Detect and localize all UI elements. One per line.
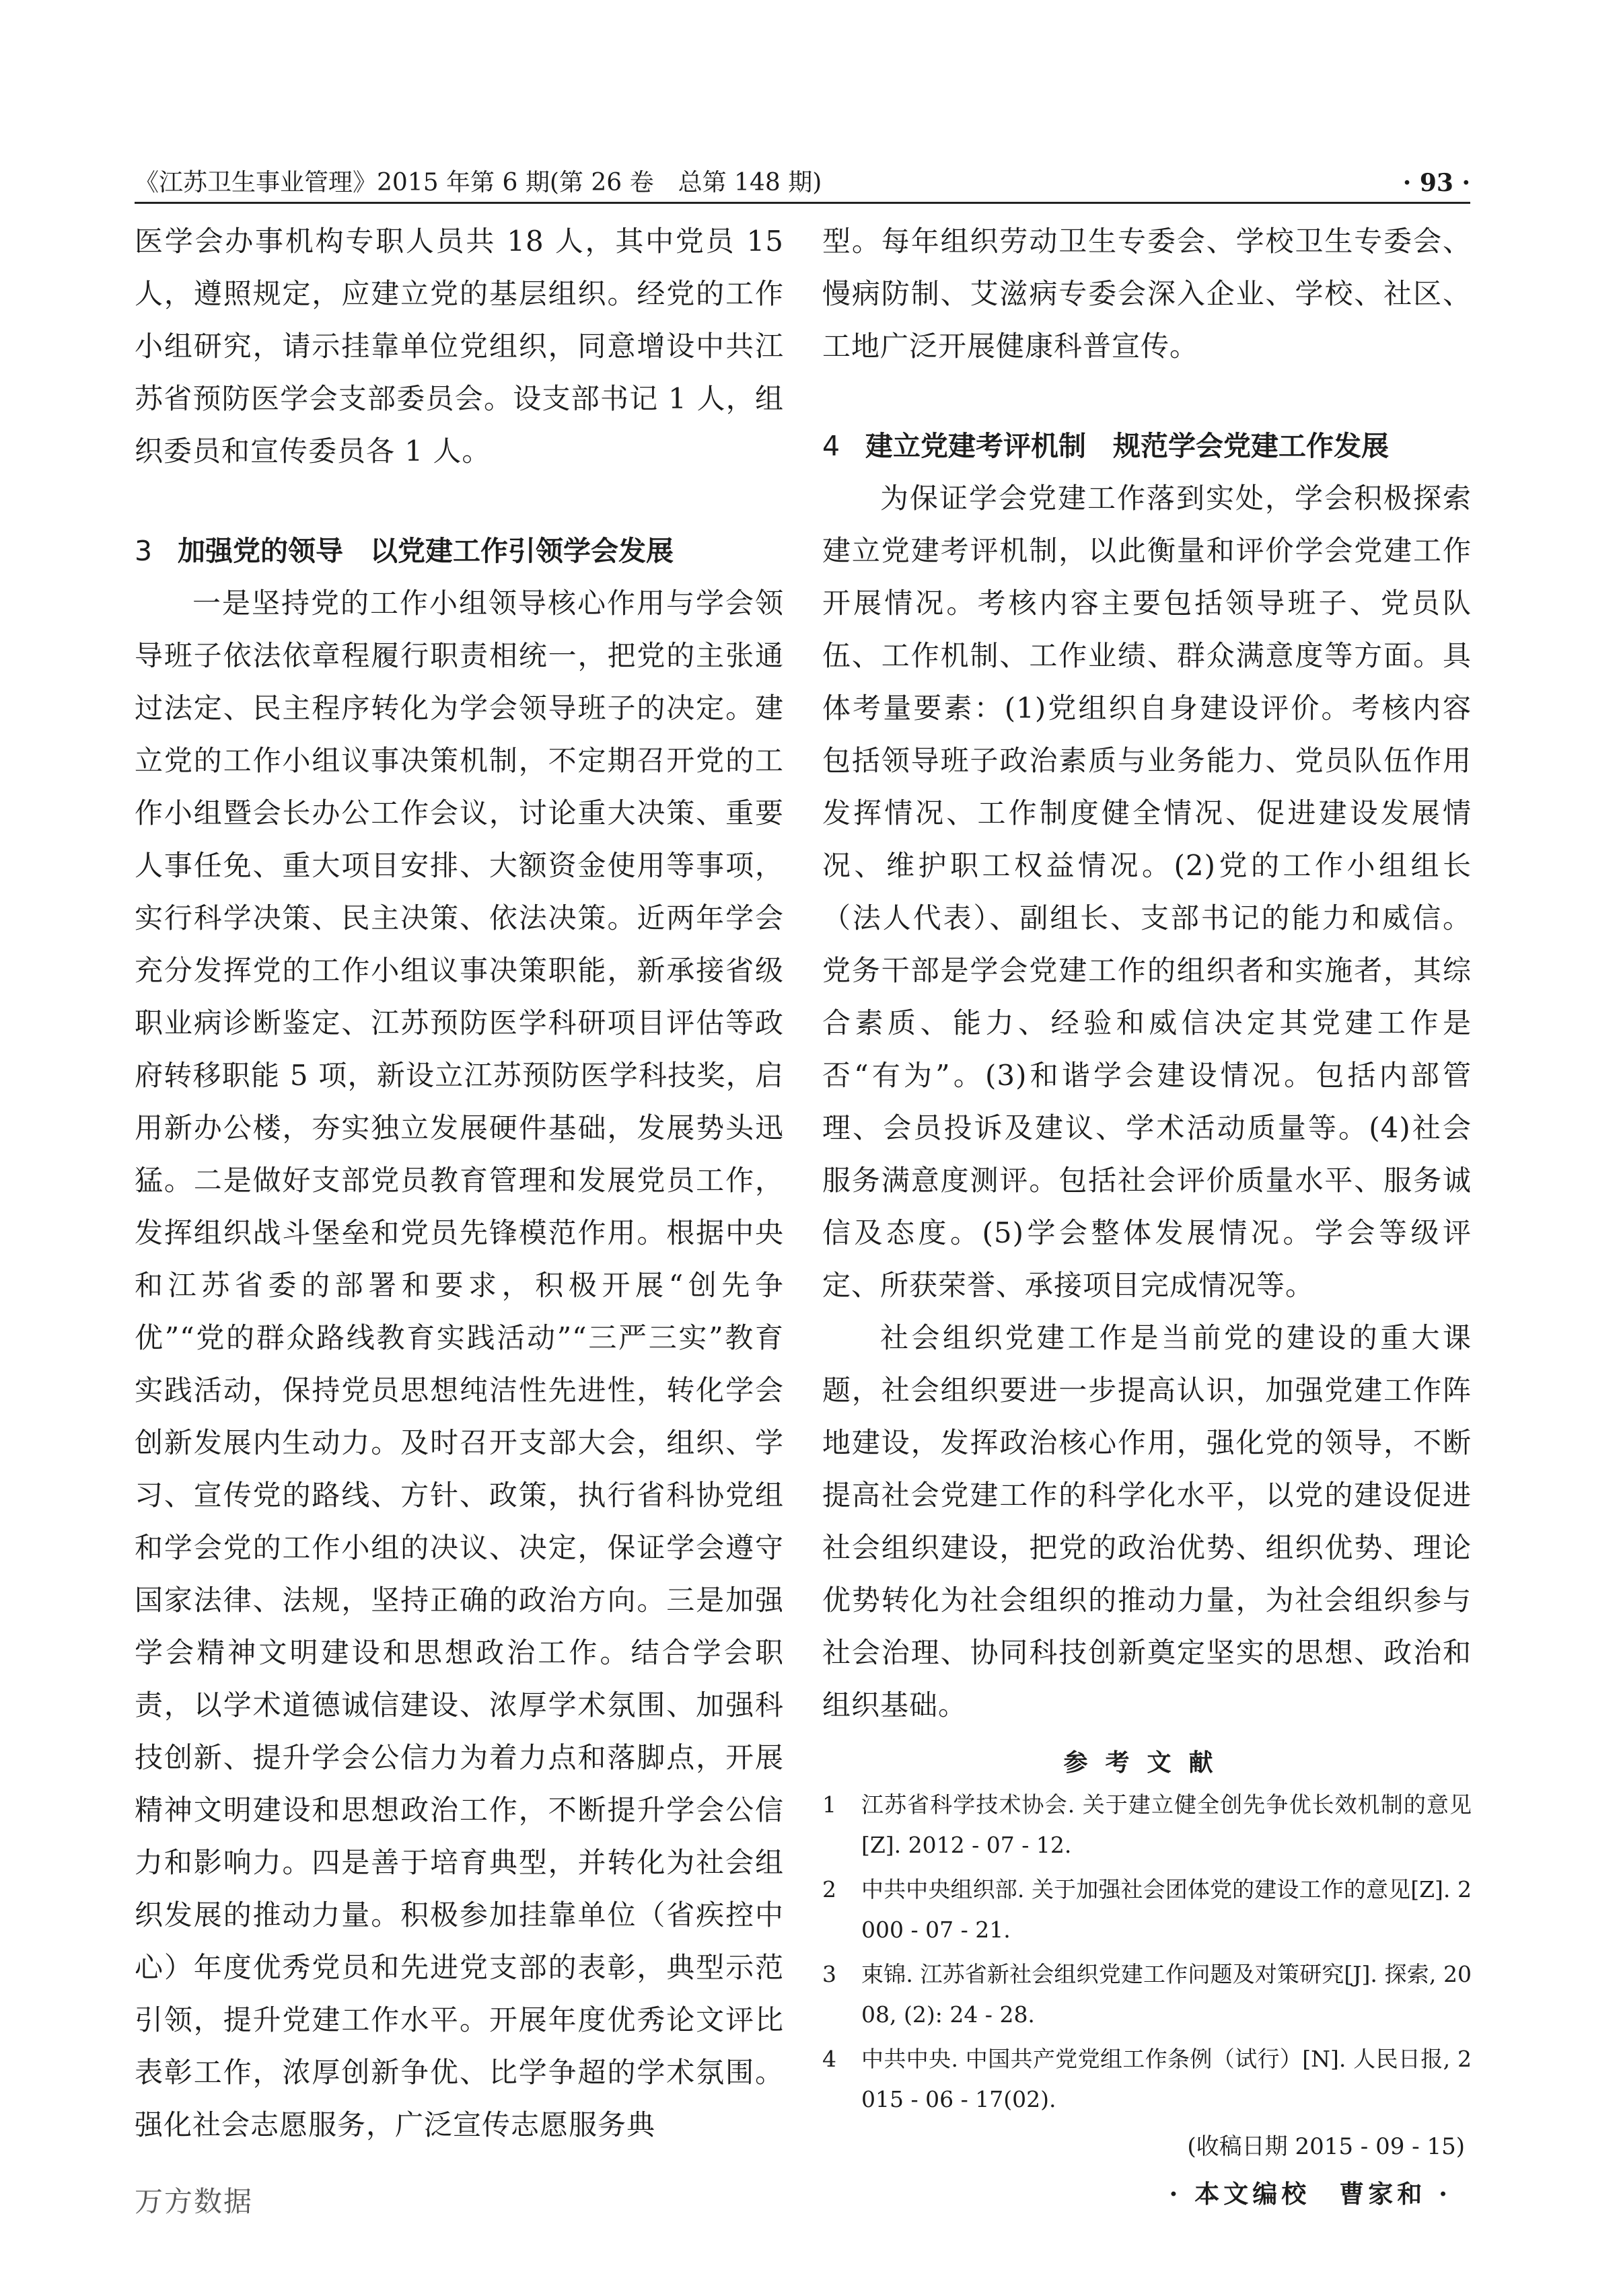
wanfang-watermark: 万方数据 [135,2185,254,2218]
header-rule [135,202,1470,204]
section-title-part-a: 加强党的领导 [178,535,343,567]
references-list [822,1785,1472,2120]
reference-item: 4 中共中央. 中国共产党党组工作条例（试行）[N]. 人民日报, 2015 - 06 - 17(02). [822,2046,1472,2112]
editor-credit: · 本文编校 曹家和 · [1169,2179,1451,2209]
running-header [135,170,1470,196]
received-date: (收稿日期 2015 - 09 - 15) [1187,2133,1465,2160]
section-number: 4 [822,430,840,462]
section-3-heading [135,525,784,577]
page-number: · 93 · [1402,169,1470,197]
section-title-part-a: 建立党建考评机制 [865,430,1086,462]
section-number: 3 [135,535,153,567]
section-title-part-b: 规范学会党建工作发展 [1113,430,1389,462]
paragraph-continuation: 医学会办事机构专职人员共 18 人，其中党员 15 人，遵照规定，应建立党的基层组织。经党的工作小组研究，请示挂靠单位党组织，同意增设中共江苏省预防医学会支部委员会。设支部书记 1 人，组织委员和宣传委员各 1 人。 [135,225,784,468]
journal-citation: 《江苏卫生事业管理》2015 年第 6 期(第 26 卷 总第 148 期) [135,169,822,196]
reference-item: 3 束锦. 江苏省新社会组织党建工作问题及对策研究[J]. 探索, 2008, (2): 24 - 28. [822,1961,1472,2028]
right-column [822,215,1472,2215]
section-title-part-b: 以党建工作引领学会发展 [370,535,674,567]
paragraph-continuation: 型。每年组织劳动卫生专委会、学校卫生专委会、慢病防制、艾滋病专委会深入企业、学校、社区、工地广泛开展健康科普宣传。 [822,225,1472,363]
section-4-body: 为保证学会党建工作落到实处，学会积极探索建立党建考评机制，以此衡量和评价学会党建工作开展情况。考核内容主要包括领导班子、党员队伍、工作机制、工作业绩、群众满意度等方面。具体考量要素：(1)党组织自身建设评价。考核内容包括领导班子政治素质与业务能力、党员队伍作用发挥情况、工作制度健全情况、促进建设发展情况、维护职工权益情况。(2)党的工作小组组长（法人代表）、副组长、支部书记的能力和威信。党务干部是学会党建工作的组织者和实施者，其综合素质、能力、经验和威信决定其党建工作是否“有为”。(3)和谐学会建设情况。包括内部管理、会员投诉及建议、学术活动质量等。(4)社会服务满意度测评。包括社会评价质量水平、服务诚信及态度。(5)学会整体发展情况。学会等级评定、所获荣誉、承接项目完成情况等。 [822,482,1472,1302]
references-title: 参考文献 [1063,1749,1231,1777]
section-4-heading [822,420,1472,472]
reference-item: 2 中共中央组织部. 关于加强社会团体党的建设工作的意见[Z]. 2000 - 07 - 21. [822,1876,1472,1943]
conclusion-paragraph: 社会组织党建工作是当前党的建设的重大课题，社会组织要进一步提高认识，加强党建工作阵地建设，发挥政治核心作用，强化党的领导，不断提高社会党建工作的科学化水平，以党的建设促进社会组织建设，把党的政治优势、组织优势、理论优势转化为社会组织的推动力量，为社会组织参与社会治理、协同科技创新奠定坚实的思想、政治和组织基础。 [822,1321,1472,1721]
left-column [135,215,784,2151]
section-3-body: 一是坚持党的工作小组领导核心作用与学会领导班子依法依章程履行职责相统一，把党的主张通过法定、民主程序转化为学会领导班子的决定。建立党的工作小组议事决策机制，不定期召开党的工作小组暨会长办公工作会议，讨论重大决策、重要人事任免、重大项目安排、大额资金使用等事项，实行科学决策、民主决策、依法决策。近两年学会充分发挥党的工作小组议事决策职能，新承接省级职业病诊断鉴定、江苏预防医学科研项目评估等政府转移职能 5 项，新设立江苏预防医学科技奖，启用新办公楼，夯实独立发展硬件基础，发展势头迅猛。二是做好支部党员教育管理和发展党员工作，发挥组织战斗堡垒和党员先锋模范作用。根据中央和江苏省委的部署和要求，积极开展“创先争优”“党的群众路线教育实践活动”“三严三实”教育实践活动，保持党员思想纯洁性先进性，转化学会创新发展内生动力。及时召开支部大会，组织、学习、宣传党的路线、方针、政策，执行省科协党组和学会党的工作小组的决议、决定，保证学会遵守国家法律、法规，坚持正确的政治方向。三是加强学会精神文明建设和思想政治工作。结合学会职责，以学术道德诚信建设、浓厚学术氛围、加强科技创新、提升学会公信力为着力点和落脚点，开展精神文明建设和思想政治工作，不断提升学会公信力和影响力。四是善于培育典型，并转化为社会组织发展的推动力量。积极参加挂靠单位（省疾控中心）年度优秀党员和先进党支部的表彰，典型示范引领，提升党建工作水平。开展年度优秀论文评比表彰工作，浓厚创新争优、比学争超的学术氛围。强化社会志愿服务，广泛宣传志愿服务典 [135,587,784,2141]
reference-item: 1 江苏省科学技术协会. 关于建立健全创先争优长效机制的意见[Z]. 2012 - 07 - 12. [822,1791,1472,1858]
